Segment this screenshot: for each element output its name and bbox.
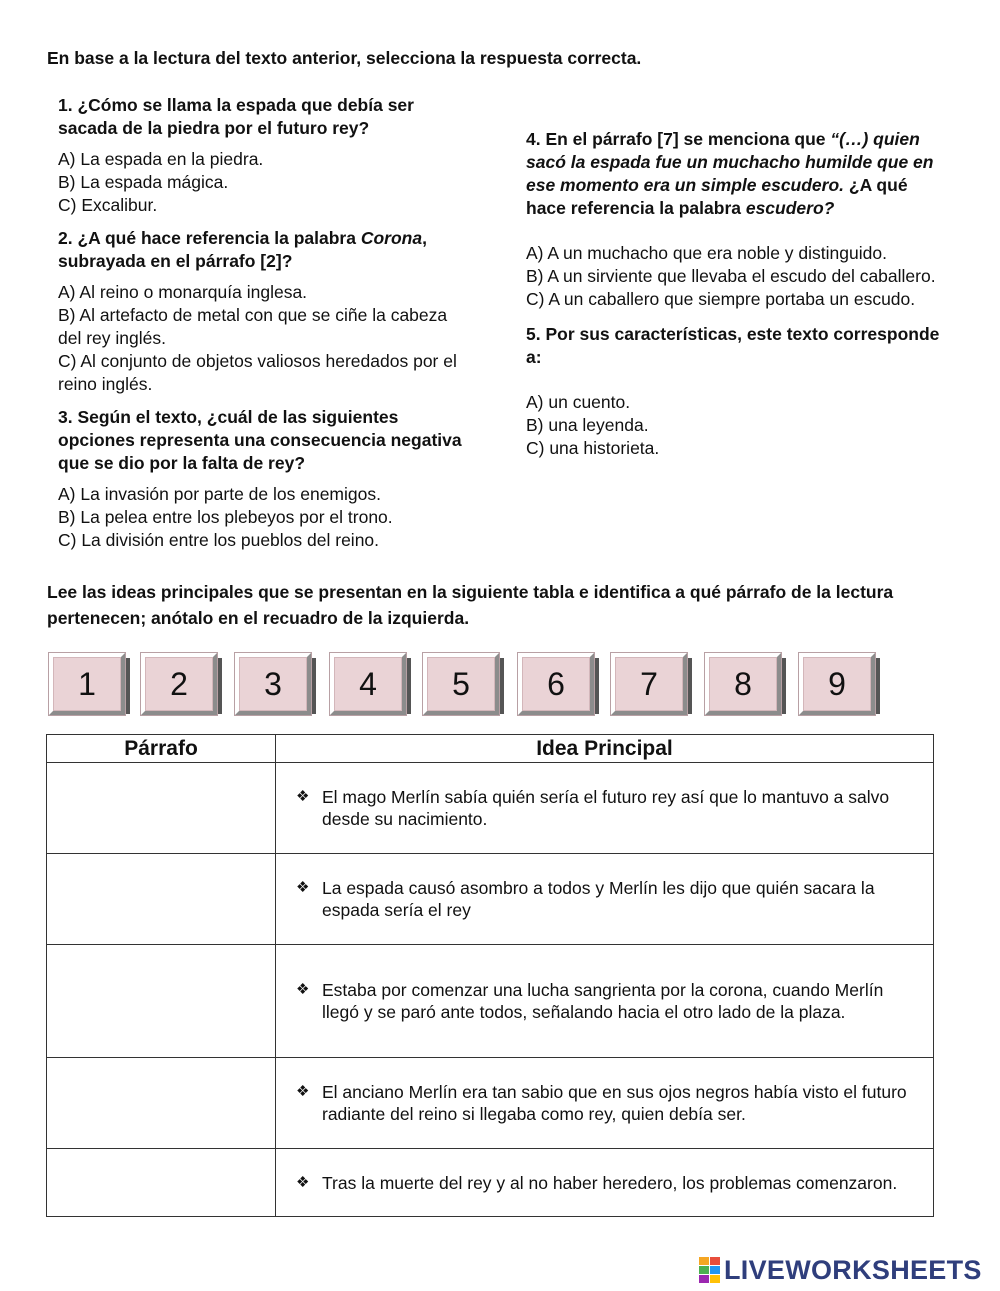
- logo-blocks-icon: [699, 1257, 720, 1283]
- question-3-option-a[interactable]: A) La invasión por parte de los enemigos.: [58, 484, 381, 504]
- number-button-8[interactable]: 8: [705, 653, 781, 715]
- main-idea-text: Tras la muerte del rey y al no haber heredero, los problemas comenzaron.: [322, 1172, 898, 1193]
- paragraph-answer-box[interactable]: [47, 1058, 276, 1149]
- paragraph-answer-box[interactable]: [47, 1149, 276, 1217]
- instructions-match-paragraphs: Lee las ideas principales que se presentan en la siguiente tabla e identifica a qué párrafo de la lectura pertenecen; anótalo en el recuadro de la izquierda.: [47, 582, 894, 628]
- number-button-3[interactable]: 3: [235, 653, 311, 715]
- number-button-1[interactable]: 1: [49, 653, 125, 715]
- question-1-option-c[interactable]: C) Excalibur.: [58, 195, 158, 215]
- header-main-idea: Idea Principal: [276, 735, 934, 763]
- main-idea-text: El mago Merlín sabía quién sería el futuro rey así que lo mantuvo a salvo desde su nacimiento.: [322, 787, 890, 829]
- question-2-italic-word: Corona: [360, 228, 423, 248]
- liveworksheets-logo: [699, 1255, 982, 1285]
- questions-left-column: [58, 94, 468, 552]
- question-4-text-mid: ¿A qué hace referencia la palabra: [526, 175, 908, 218]
- logo-text: LIVEWORKSHEETS: [724, 1255, 982, 1285]
- table-row: [47, 1149, 934, 1217]
- question-4-option-b[interactable]: B) A un sirviente que llevaba el escudo del caballero.: [526, 266, 936, 286]
- question-2-option-c[interactable]: C) Al conjunto de objetos valiosos heredados por el reino inglés.: [58, 351, 457, 394]
- main-idea-cell: [276, 1149, 934, 1217]
- question-4-option-c[interactable]: C) A un caballero que siempre portaba un escudo.: [526, 289, 916, 309]
- main-ideas-table: [46, 734, 934, 1217]
- paragraph-answer-box[interactable]: [47, 945, 276, 1058]
- question-2-text: [58, 227, 468, 273]
- table-row: [47, 945, 934, 1058]
- question-3-option-c[interactable]: C) La división entre los pueblos del reino.: [58, 530, 380, 550]
- question-5-option-a[interactable]: A) un cuento.: [526, 392, 631, 412]
- main-idea-cell: [276, 1058, 934, 1149]
- table-header-row: [47, 735, 934, 763]
- table-row: [47, 763, 934, 854]
- number-button-4[interactable]: 4: [330, 653, 406, 715]
- number-button-5[interactable]: 5: [423, 653, 499, 715]
- main-idea-text: El anciano Merlín era tan sabio que en sus ojos negros había visto el futuro radiante del reino si llegaba como rey, quien debía ser.: [322, 1082, 907, 1124]
- question-3-text: 3. Según el texto, ¿cuál de las siguientes opciones representa una consecuencia negativa que se dio por la falta de rey?: [58, 407, 462, 473]
- instructions-answer-questions: En base a la lectura del texto anterior, selecciona la respuesta correcta.: [47, 48, 642, 68]
- question-2-option-a[interactable]: A) Al reino o monarquía inglesa.: [58, 282, 308, 302]
- questions-right-column: [526, 128, 946, 460]
- table-row: [47, 854, 934, 945]
- main-idea-cell: [276, 854, 934, 945]
- question-2-text-start: 2. ¿A qué hace referencia la palabra: [58, 228, 361, 248]
- question-4-text: [526, 128, 946, 220]
- header-paragraph: Párrafo: [47, 735, 276, 763]
- question-4-italic-word: escudero?: [745, 198, 835, 218]
- main-idea-cell: [276, 945, 934, 1058]
- question-3-option-b[interactable]: B) La pelea entre los plebeyos por el trono.: [58, 507, 393, 527]
- question-1-option-a[interactable]: A) La espada en la piedra.: [58, 149, 264, 169]
- question-1-option-b[interactable]: B) La espada mágica.: [58, 172, 229, 192]
- main-idea-text: La espada causó asombro a todos y Merlín les dijo que quién sacara la espada sería el rey: [322, 878, 875, 920]
- question-4-quote: “(…) quien sacó la espada fue un muchacho humilde que en ese momento era un simple escudero.: [526, 129, 934, 195]
- diamond-bullet-icon: ❖: [296, 981, 310, 998]
- main-idea-cell: [276, 763, 934, 854]
- question-1-text: 1. ¿Cómo se llama la espada que debía ser sacada de la piedra por el futuro rey?: [58, 95, 414, 138]
- paragraph-answer-box[interactable]: [47, 763, 276, 854]
- main-idea-text: Estaba por comenzar una lucha sangrienta por la corona, cuando Merlín llegó y se paró ante todos, señalando hacia el otro lado de la plaza.: [322, 980, 884, 1022]
- number-button-9[interactable]: 9: [799, 653, 875, 715]
- number-button-7[interactable]: 7: [611, 653, 687, 715]
- question-2-text-end: , subrayada en el párrafo [2]?: [58, 228, 427, 271]
- question-4-option-a[interactable]: A) A un muchacho que era noble y distinguido.: [526, 243, 887, 263]
- table-row: [47, 1058, 934, 1149]
- diamond-bullet-icon: ❖: [296, 1173, 310, 1191]
- paragraph-answer-box[interactable]: [47, 854, 276, 945]
- question-4-text-start: 4. En el párrafo [7] se menciona que: [526, 129, 831, 149]
- number-button-2[interactable]: 2: [141, 653, 217, 715]
- diamond-bullet-icon: ❖: [296, 1083, 310, 1100]
- diamond-bullet-icon: ❖: [296, 788, 310, 805]
- question-5-option-c[interactable]: C) una historieta.: [526, 438, 660, 458]
- question-2-option-b[interactable]: B) Al artefacto de metal con que se ciñe la cabeza del rey inglés.: [58, 305, 448, 348]
- question-5-option-b[interactable]: B) una leyenda.: [526, 415, 649, 435]
- question-5-text: 5. Por sus características, este texto corresponde a:: [526, 324, 940, 367]
- number-button-6[interactable]: 6: [518, 653, 594, 715]
- diamond-bullet-icon: ❖: [296, 879, 310, 896]
